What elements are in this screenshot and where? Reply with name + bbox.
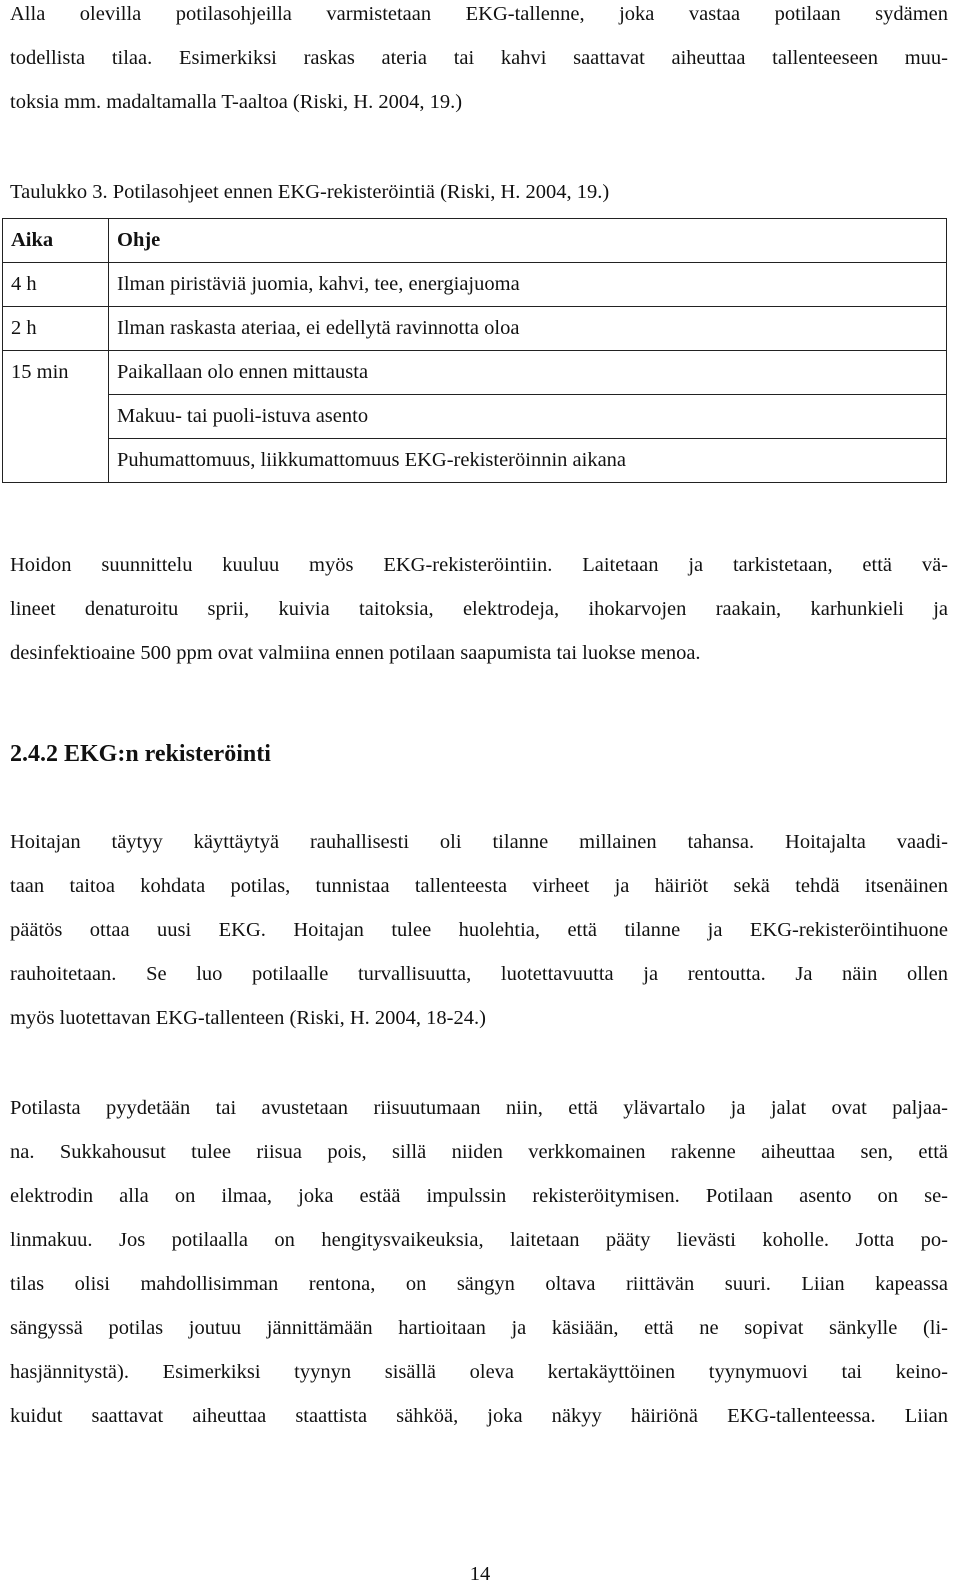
- cell-time: 4 h: [3, 263, 109, 307]
- cell-time: [3, 395, 109, 439]
- header-instruction: Ohje: [109, 219, 947, 263]
- text-line: Potilasta pyydetään tai avustetaan riisuutumaan niin, että ylävartalo ja jalat ovat paljaa-: [10, 1097, 948, 1119]
- text-line: sängyssä potilas joutuu jännittämään hartioitaan ja käsiään, että ne sopivat sänkylle (li-: [10, 1317, 948, 1339]
- text-line: todellista tilaa. Esimerkiksi raskas ateria tai kahvi saattavat aiheuttaa tallenteeseen muu-: [10, 47, 948, 69]
- table-caption: Taulukko 3. Potilasohjeet ennen EKG-rekisteröintiä (Riski, H. 2004, 19.): [10, 181, 610, 203]
- text-line: na. Sukkahousut tulee riisua pois, sillä niiden verkkomainen rakenne aiheuttaa sen, että: [10, 1141, 948, 1163]
- table-row: [3, 395, 947, 439]
- text-line: toksia mm. madaltamalla T-aaltoa (Riski, H. 2004, 19.): [10, 91, 463, 113]
- text-line: lineet denaturoitu sprii, kuivia taitoksia, elektrodeja, ihokarvojen raakain, karhunkieli ja: [10, 598, 948, 620]
- cell-time: [3, 439, 109, 483]
- cell-instruction: Ilman piristäviä juomia, kahvi, tee, energiajuoma: [109, 263, 947, 307]
- text-line: rauhoitetaan. Se luo potilaalle turvallisuutta, luotettavuutta ja rentoutta. Ja näin ollen: [10, 963, 948, 985]
- cell-instruction: Paikallaan olo ennen mittausta: [109, 351, 947, 395]
- table-row: [3, 263, 947, 307]
- cell-time: 2 h: [3, 307, 109, 351]
- text-line: linmakuu. Jos potilaalla on hengitysvaikeuksia, laitetaan pääty lievästi koholle. Jotta po-: [10, 1229, 948, 1251]
- cell-instruction: Makuu- tai puoli-istuva asento: [109, 395, 947, 439]
- text-line: taan taitoa kohdata potilas, tunnistaa tallenteesta virheet ja häiriöt sekä tehdä itsenäinen: [10, 875, 948, 897]
- table-row: [3, 351, 947, 395]
- table-row: [3, 307, 947, 351]
- text-line: Alla olevilla potilasohjeilla varmistetaan EKG-tallenne, joka vastaa potilaan sydämen: [10, 3, 948, 25]
- cell-time: 15 min: [3, 351, 109, 395]
- text-line: desinfektioaine 500 ppm ovat valmiina ennen potilaan saapumista tai luokse menoa.: [10, 642, 701, 664]
- text-line: Hoidon suunnittelu kuuluu myös EKG-rekisteröintiin. Laitetaan ja tarkistetaan, että vä-: [10, 554, 948, 576]
- page-number: 14: [469, 1563, 491, 1585]
- instructions-table: [2, 218, 947, 483]
- text-line: hasjännitystä). Esimerkiksi tyynyn sisällä oleva kertakäyttöinen tyynymuovi tai keino-: [10, 1361, 948, 1383]
- header-time: Aika: [3, 219, 109, 263]
- text-line: Hoitajan täytyy käyttäytyä rauhallisesti oli tilanne millainen tahansa. Hoitajalta vaadi-: [10, 831, 948, 853]
- table-row: [3, 439, 947, 483]
- text-line: päätös ottaa uusi EKG. Hoitajan tulee huolehtia, että tilanne ja EKG-rekisteröintihuone: [10, 919, 948, 941]
- text-line: kuidut saattavat aiheuttaa staattista sähköä, joka näkyy häiriönä EKG-tallenteessa. Liian: [10, 1405, 948, 1427]
- section-heading: 2.4.2 EKG:n rekisteröinti: [10, 741, 271, 767]
- text-line: myös luotettavan EKG-tallenteen (Riski, H. 2004, 18-24.): [10, 1007, 486, 1029]
- cell-instruction: Puhumattomuus, liikkumattomuus EKG-rekisteröinnin aikana: [109, 439, 947, 483]
- text-line: elektrodin alla on ilmaa, joka estää impulssin rekisteröitymisen. Potilaan asento on se-: [10, 1185, 948, 1207]
- cell-instruction: Ilman raskasta ateriaa, ei edellytä ravinnotta oloa: [109, 307, 947, 351]
- table-header-row: [3, 219, 947, 263]
- text-line: tilas olisi mahdollisimman rentona, on sängyn oltava riittävän suuri. Liian kapeassa: [10, 1273, 948, 1295]
